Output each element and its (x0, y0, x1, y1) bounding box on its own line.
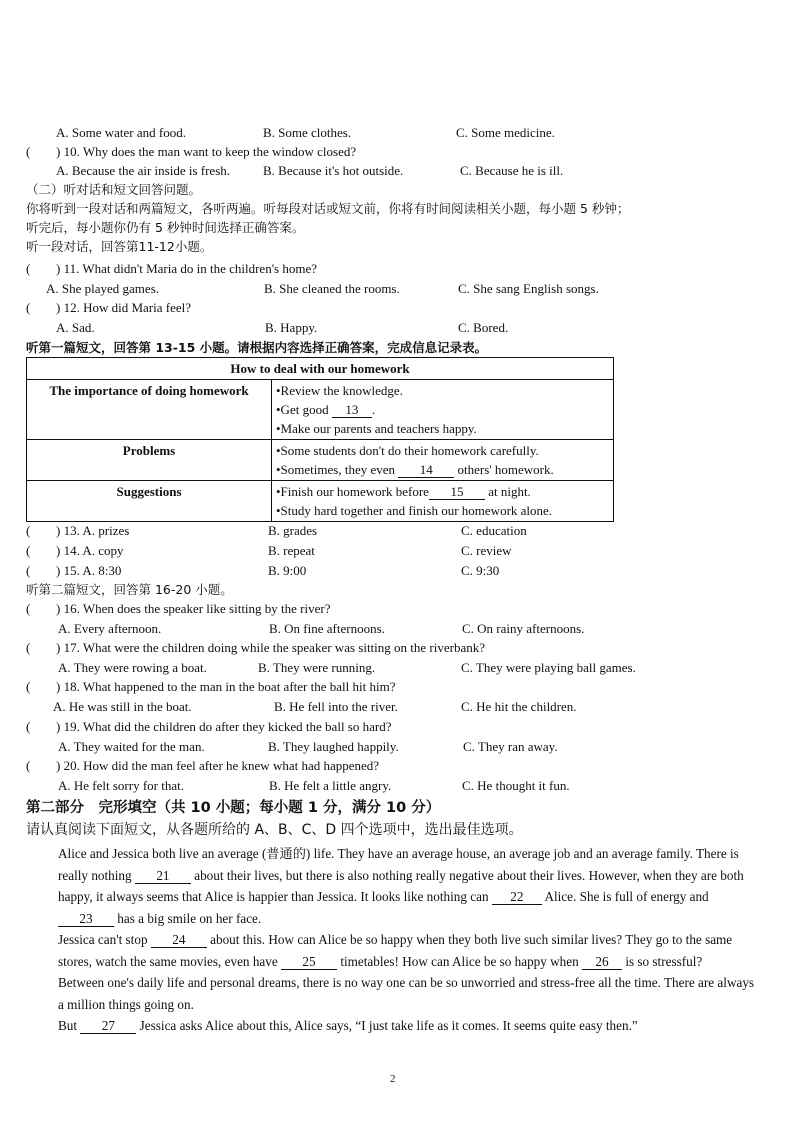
cloze-paragraph-3: Between one's daily life and personal dreams, there is no way one can be so unworried and stress-free all the time. There are always a million things going on. (58, 975, 755, 1012)
table-row (27, 481, 614, 522)
line-text: . (371, 402, 376, 417)
q20-option-a[interactable]: A. He felt sorry for that. (58, 778, 184, 793)
cloze-text: is so stressful? (625, 953, 703, 969)
cloze-text: But (58, 1018, 78, 1033)
homework-record-table (26, 357, 614, 522)
question-text: ) 10. Why does the man want to keep the window closed? (56, 144, 357, 159)
q18-option-c[interactable]: C. He hit the children. (461, 699, 577, 714)
table-title: How to deal with our homework (27, 358, 614, 380)
blank-27[interactable]: 27 (80, 1018, 136, 1034)
q20-option-c[interactable]: C. He thought it fun. (462, 778, 570, 793)
q9-option-b[interactable]: B. Some clothes. (263, 125, 352, 140)
page-number: 2 (390, 1073, 396, 1085)
row-label-importance: The importance of doing homework (27, 380, 272, 440)
q16-option-b[interactable]: B. On fine afternoons. (269, 621, 385, 636)
question-text: ) 11. What didn't Maria do in the children's home? (56, 261, 318, 276)
row-content-suggestions (272, 481, 614, 522)
q20-option-b[interactable]: B. He felt a little angry. (269, 778, 392, 793)
blank-13[interactable]: 13 (332, 402, 372, 418)
question-16 (26, 600, 331, 618)
table-line (276, 400, 609, 419)
blank-25[interactable]: 25 (281, 954, 337, 970)
question-text: ) 16. When does the speaker like sitting by the river? (56, 601, 331, 616)
answer-paren[interactable]: ( (26, 523, 31, 538)
question-13 (26, 522, 527, 540)
table-line: •Study hard together and finish our homework alone. (276, 503, 553, 518)
question-19 (26, 718, 391, 736)
part2-instruction: 请认真阅读下面短文，从各题所给的 A、B、C、D 四个选项中，选出最佳选项。 (26, 822, 523, 838)
dialog-instruction: 听一段对话，回答第11-12小题。 (26, 239, 213, 254)
question-text[interactable]: ) 15. A. 8:30 (56, 563, 122, 578)
question-text: ) 12. How did Maria feel? (56, 300, 192, 315)
row-content-problems (272, 440, 614, 481)
q15-option-b[interactable]: B. 9:00 (268, 563, 307, 578)
blank-26[interactable]: 26 (582, 954, 622, 970)
q12-option-c[interactable]: C. Bored. (458, 320, 509, 335)
q17-option-c[interactable]: C. They were playing ball games. (461, 660, 636, 675)
line-text: •Get good (276, 402, 329, 417)
cloze-passage (26, 843, 762, 1037)
answer-paren[interactable]: ( (26, 719, 31, 734)
question-text[interactable]: ) 14. A. copy (56, 543, 124, 558)
blank-24[interactable]: 24 (151, 932, 207, 948)
answer-paren[interactable]: ( (26, 563, 31, 578)
q10-option-b[interactable]: B. Because it's hot outside. (263, 163, 404, 178)
answer-paren[interactable]: ( (26, 601, 31, 616)
table-line (276, 482, 609, 501)
question-text: ) 19. What did the children do after they kicked the ball so hard? (56, 719, 392, 734)
part2-title: 第二部分 完形填空（共 10 小题；每小题 1 分，满分 10 分） (26, 800, 441, 816)
cloze-text: timetables! How can Alice be so happy when (340, 953, 579, 969)
question-12 (26, 299, 191, 317)
answer-paren[interactable]: ( (26, 758, 31, 773)
q18-option-b[interactable]: B. He fell into the river. (274, 699, 398, 714)
q9-option-c[interactable]: C. Some medicine. (456, 125, 555, 140)
cloze-paragraph-1 (26, 843, 762, 929)
blank-23[interactable]: 23 (58, 911, 114, 927)
q16-option-c[interactable]: C. On rainy afternoons. (462, 621, 585, 636)
cloze-paragraph-4 (26, 1015, 762, 1037)
q16-option-a[interactable]: A. Every afternoon. (58, 621, 162, 636)
q19-option-c[interactable]: C. They ran away. (463, 739, 558, 754)
q10-option-a[interactable]: A. Because the air inside is fresh. (56, 163, 231, 178)
blank-21[interactable]: 21 (135, 868, 191, 884)
cloze-paragraph-2 (26, 929, 762, 972)
section2-title: （二）听对话和短文回答问题。 (26, 182, 202, 197)
q12-option-b[interactable]: B. Happy. (265, 320, 318, 335)
answer-paren[interactable]: ( (26, 300, 31, 315)
row-label-suggestions: Suggestions (27, 481, 272, 522)
table-row (27, 380, 614, 440)
question-text[interactable]: ) 13. A. prizes (56, 523, 130, 538)
answer-paren[interactable]: ( (26, 144, 31, 159)
blank-22[interactable]: 22 (492, 889, 542, 905)
table-line (276, 460, 609, 479)
q17-option-b[interactable]: B. They were running. (258, 660, 376, 675)
blank-14[interactable]: 14 (398, 462, 454, 478)
question-17 (26, 639, 485, 657)
cloze-text: has a big smile on her face. (117, 910, 262, 926)
question-text: ) 17. What were the children doing while the speaker was sitting on the riverbank? (56, 640, 485, 655)
q19-option-a[interactable]: A. They waited for the man. (58, 739, 205, 754)
cloze-text: Jessica asks Alice about this, Alice says, “I just take life as it comes. It seems quite easy then.” (139, 1018, 638, 1033)
q11-option-c[interactable]: C. She sang English songs. (458, 281, 599, 296)
answer-paren[interactable]: ( (26, 261, 31, 276)
answer-paren[interactable]: ( (26, 679, 31, 694)
q14-option-b[interactable]: B. repeat (268, 543, 315, 558)
question-text: ) 18. What happened to the man in the boat after the ball hit him? (56, 679, 396, 694)
q19-option-b[interactable]: B. They laughed happily. (268, 739, 399, 754)
question-10 (26, 143, 356, 161)
passage2-instruction: 听第二篇短文，回答第 16-20 小题。 (26, 582, 233, 597)
passage1-instruction: 听第一篇短文，回答第 13-15 小题。请根据内容选择正确答案，完成信息记录表。 (26, 340, 488, 355)
section2-instruction-2: 听完后，每小题你仍有 5 秒钟时间选择正确答案。 (26, 220, 305, 235)
question-14 (26, 542, 512, 560)
table-line: •Review the knowledge. (276, 383, 403, 398)
q9-option-a[interactable]: A. Some water and food. (56, 125, 186, 140)
line-text: others' homework. (457, 462, 554, 477)
q14-option-c[interactable]: C. review (461, 543, 512, 558)
question-text: ) 20. How did the man feel after he knew what had happened? (56, 758, 380, 773)
table-line: •Some students don't do their homework carefully. (276, 443, 539, 458)
section2-instruction-1: 你将听到一段对话和两篇短文，各听两遍。听每段对话或短文前，你将有时间阅读相关小题，每小题 5 秒钟； (26, 201, 630, 216)
cloze-text: Jessica can't stop (58, 932, 148, 947)
q12-option-a[interactable]: A. Sad. (56, 320, 95, 335)
cloze-text: Alice and Jessica both live an average (普通的) life. They have an average house, an average job and an average family. There is really nothing (58, 846, 739, 883)
blank-15[interactable]: 15 (429, 484, 485, 500)
line-text: at night. (488, 484, 531, 499)
q13-option-c[interactable]: C. education (461, 523, 527, 538)
q18-option-a[interactable]: A. He was still in the boat. (53, 699, 192, 714)
question-11 (26, 260, 317, 278)
question-18 (26, 678, 395, 696)
cloze-text: about this. How can Alice be so happy when they both live such similar lives? They go to the same stores, watch the same movies, even have (58, 932, 733, 969)
question-20 (26, 757, 379, 775)
q11-option-b[interactable]: B. She cleaned the rooms. (264, 281, 400, 296)
answer-paren[interactable]: ( (26, 543, 31, 558)
q11-option-a[interactable]: A. She played games. (46, 281, 160, 296)
cloze-text: about their lives, but there is also nothing really negative about their lives. However, when they are both happy, it always seems that Alice is happier than Jessica. It looks like nothing can (58, 867, 744, 904)
question-15 (26, 562, 500, 580)
line-text: •Sometimes, they even (276, 462, 395, 477)
table-line: •Make our parents and teachers happy. (276, 421, 477, 436)
row-content-importance (272, 380, 614, 440)
cloze-text: Alice. She is full of energy and (544, 889, 709, 904)
q13-option-b[interactable]: B. grades (268, 523, 318, 538)
table-row (27, 440, 614, 481)
q17-option-a[interactable]: A. They were rowing a boat. (58, 660, 207, 675)
q10-option-c[interactable]: C. Because he is ill. (460, 163, 564, 178)
line-text: •Finish our homework before (276, 484, 429, 499)
row-label-problems: Problems (27, 440, 272, 481)
q15-option-c[interactable]: C. 9:30 (461, 563, 500, 578)
answer-paren[interactable]: ( (26, 640, 31, 655)
